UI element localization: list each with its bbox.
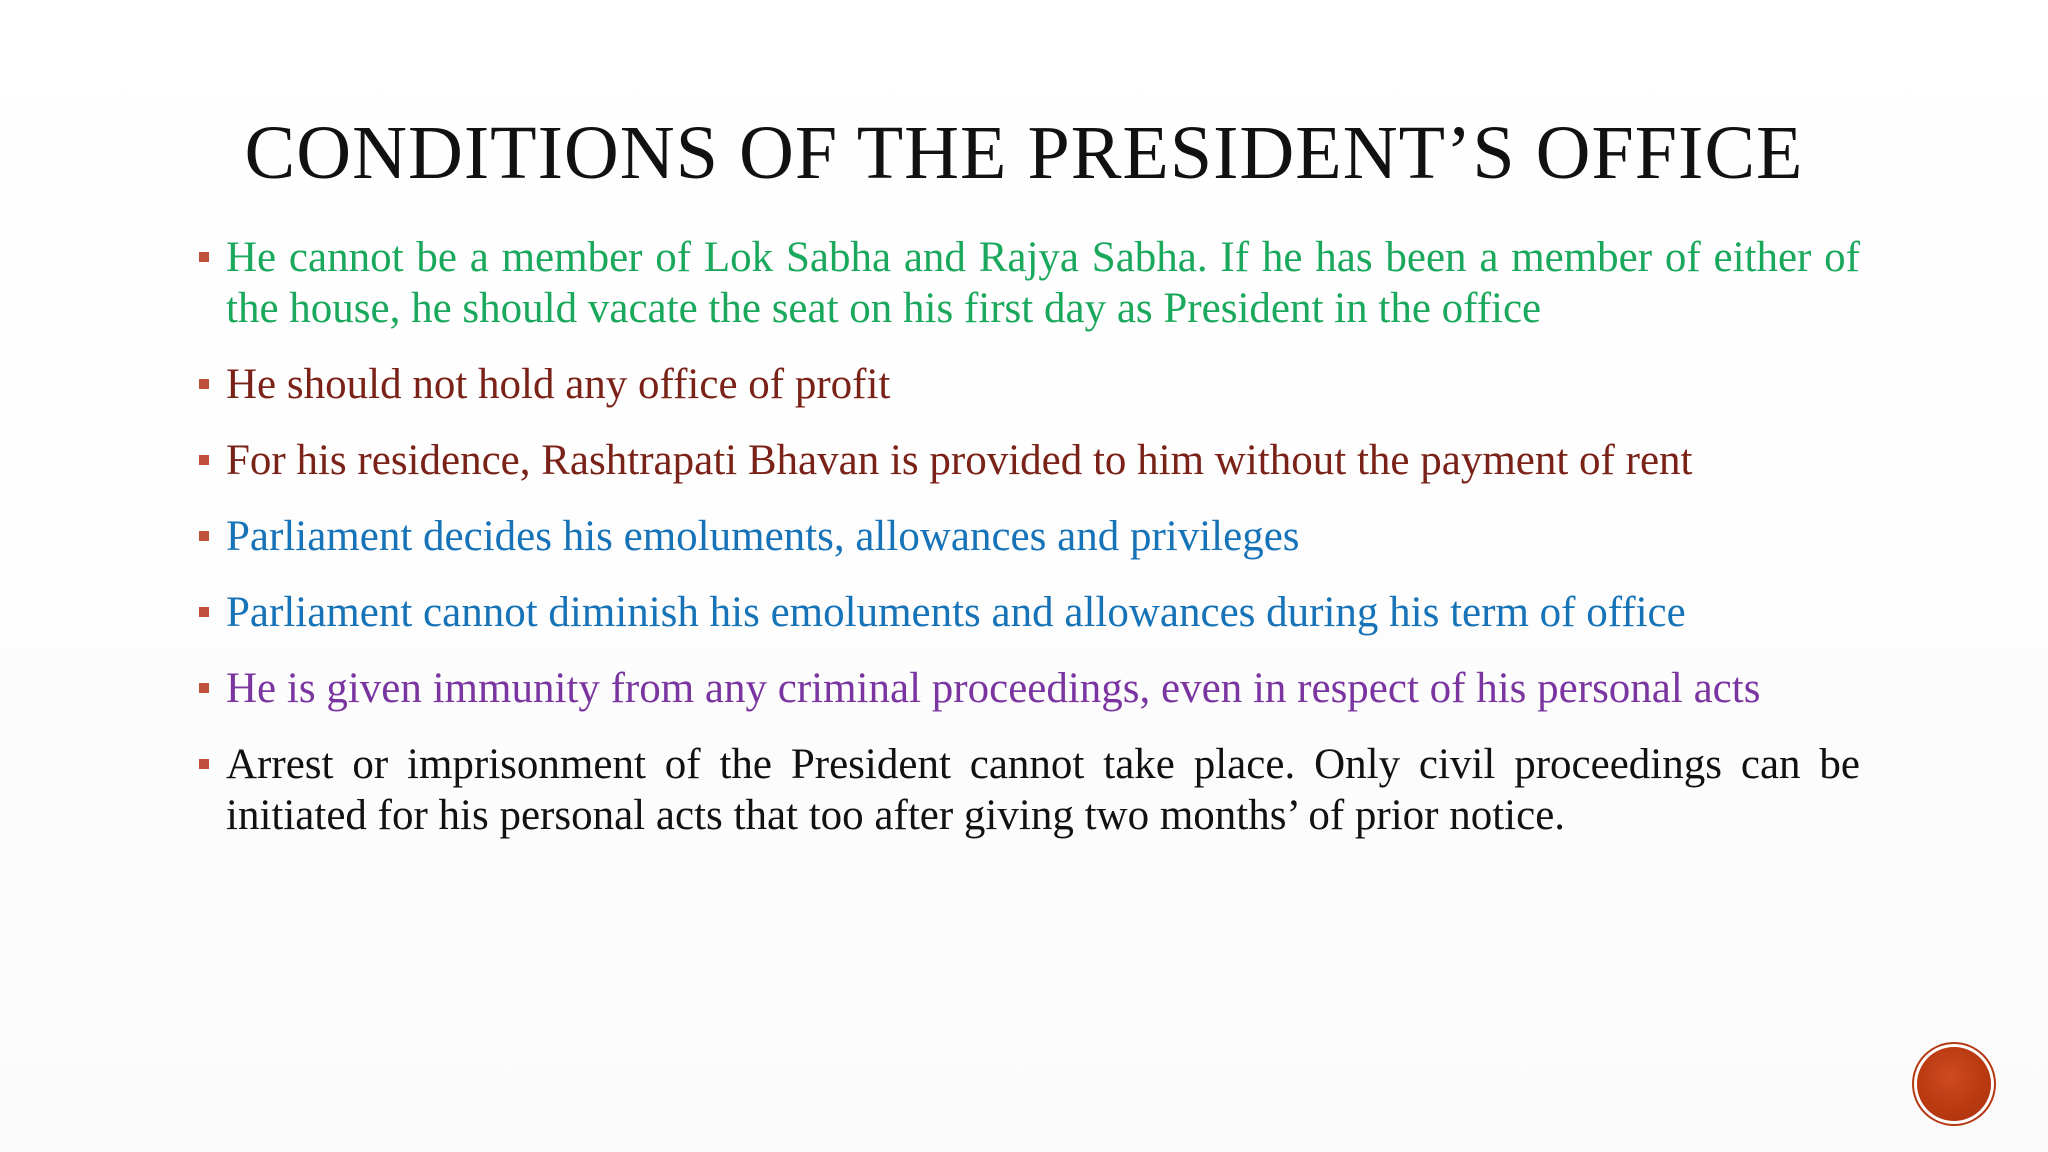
bullet-item: [195, 232, 1860, 334]
square-bullet-icon: [199, 252, 209, 262]
bullet-item: [195, 359, 1860, 410]
square-bullet-icon: [199, 379, 209, 389]
square-bullet-icon: [199, 531, 209, 541]
bullet-text: He is given immunity from any criminal proceedings, even in respect of his personal acts: [226, 665, 1761, 712]
slide-nav-button[interactable]: [1917, 1047, 1991, 1121]
bullet-text: He should not hold any office of profit: [226, 361, 891, 408]
square-bullet-icon: [199, 455, 209, 465]
bullet-item: [195, 663, 1860, 714]
bullet-item: [195, 435, 1860, 486]
bullet-item: [195, 511, 1860, 562]
bullet-text: Arrest or imprisonment of the President cannot take place. Only civil proceedings can be initiated for his personal acts that too after giving two months’ of prior notice.: [226, 741, 1860, 839]
bullet-text: Parliament cannot diminish his emoluments and allowances during his term of office: [226, 589, 1686, 636]
square-bullet-icon: [199, 759, 209, 769]
bullet-text: He cannot be a member of Lok Sabha and Rajya Sabha. If he has been a member of either of the house, he should vacate the seat on his first day as President in the office: [226, 234, 1860, 332]
bullet-list: [195, 232, 1860, 866]
bullet-text: Parliament decides his emoluments, allowances and privileges: [226, 513, 1300, 560]
bullet-item: [195, 739, 1860, 841]
bullet-item: [195, 587, 1860, 638]
square-bullet-icon: [199, 607, 209, 617]
square-bullet-icon: [199, 683, 209, 693]
bullet-text: For his residence, Rashtrapati Bhavan is provided to him without the payment of rent: [226, 437, 1693, 484]
slide-title: CONDITIONS OF THE PRESIDENT’S OFFICE: [244, 111, 1804, 195]
